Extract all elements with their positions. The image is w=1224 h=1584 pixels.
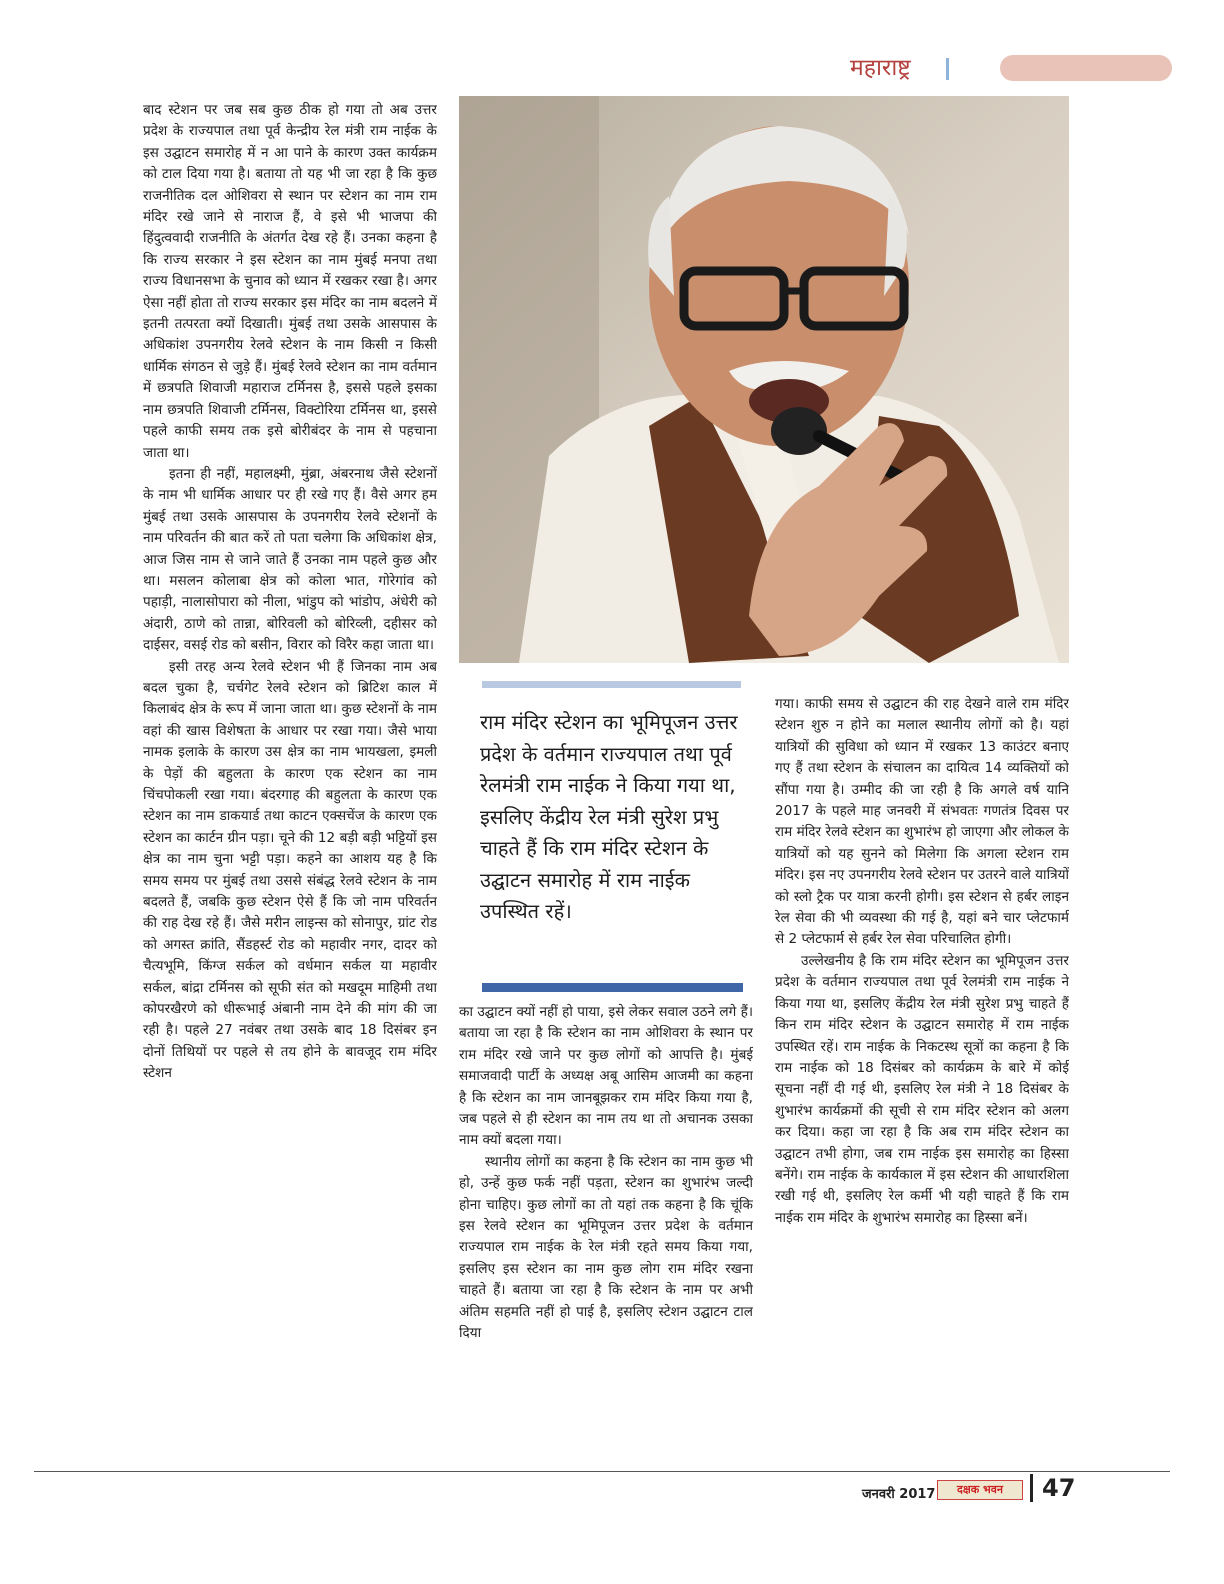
section-divider	[946, 58, 949, 80]
page-number: 47	[1042, 1474, 1076, 1502]
pullquote-top-bar	[482, 681, 741, 688]
paragraph: स्थानीय लोगों का कहना है कि स्टेशन का नाम कुछ भी हो, उन्हें कुछ फर्क नहीं पड़ता, स्टेशन का शुभारंभ जल्दी होना चाहिए। कुछ लोगों का तो यहां तक कहना है कि चूंकि इस रेलवे स्टेशन का भूमिपूजन उत्तर प्रदेश के वर्तमान राज्यपाल राम नाईक के रेल मंत्री रहते समय किया गया, इसलिए इस स्टेशन का नाम कुछ लोग राम मंदिर रखना चाहते हैं। बताया जा रहा है कि स्टेशन के नाम पर अभी अंतिम सहमति नहीं हो पाई है, इसलिए स्टेशन उद्घाटन टाल दिया	[459, 1153, 753, 1342]
pullquote-bottom-bar	[482, 983, 743, 992]
paragraph: उल्लेखनीय है कि राम मंदिर स्टेशन का भूमिपूजन उत्तर प्रदेश के वर्तमान राज्यपाल तथा पूर्व रेलमंत्री राम नाईक ने किया गया था, इसलिए केंद्रीय रेल मंत्री सुरेश प्रभु चाहते हैं किन राम मंदिर स्टेशन के उद्घाटन समारोह में राम नाईक उपस्थित रहें। राम नाईक के निकटस्थ सूत्रों का कहना है कि राम नाईक को 18 दिसंबर को कार्यक्रम के बारे में कोई सूचना नहीं दी गई थी, इसलिए रेल मंत्री ने 18 दिसंबर के शुभारंभ कार्यक्रमों की सूची से राम मंदिर स्टेशन को अलग कर दिया। कहा जा रहा है कि अब राम मंदिर स्टेशन का उद्घाटन तभी होगा, जब राम नाईक इस समारोह का हिस्सा बनेंगे। राम नाईक के कार्यकाल में इस स्टेशन की आधारशिला रखी गई थी, इसलिए रेल कर्मी भी यही चाहते हैं कि राम नाईक राम मंदिर के शुभारंभ समारोह का हिस्सा बनें।	[775, 952, 1069, 1226]
pullquote: राम मंदिर स्टेशन का भूमिपूजन उत्तर प्रदेश के वर्तमान राज्यपाल तथा पूर्व रेलमंत्री राम नाईक ने किया गया था, इसलिए केंद्रीय रेल मंत्री सुरेश प्रभु चाहते हैं कि राम मंदिर स्टेशन के उद्घाटन समारोह में राम नाईक उपस्थित रहें।	[480, 710, 738, 923]
speaker-photo-illustration	[459, 96, 1069, 663]
paragraph: बाद स्टेशन पर जब सब कुछ ठीक हो गया तो अब उत्तर प्रदेश के राज्यपाल तथा पूर्व केन्द्रीय रेल मंत्री राम नाईक के इस उद्घाटन समारोह में न आ पाने के कारण उक्त कार्यक्रम को टाल दिया गया है। बताया तो यह भी जा रहा है कि कुछ राजनीतिक दल ओशिवरा से स्थान पर स्टेशन का नाम राम मंदिर रखे जाने से नाराज हैं, वे इसे भी भाजपा की हिंदुत्ववादी राजनीति के अंतर्गत देख रहे हैं। उनका कहना है कि राज्य सरकार ने इस स्टेशन का नाम मुंबई मनपा तथा राज्य विधानसभा के चुनाव को ध्यान में रखकर रखा है। अगर ऐसा नहीं होता तो राज्य सरकार इस मंदिर का नाम बदलने में इतनी तत्परता क्यों दिखाती। मुंबई तथा उसके आसपास के अधिकांश उपनगरीय रेलवे स्टेशन के नाम किसी न किसी धार्मिक संगठन से जुड़े हैं। मुंबई रेलवे स्टेशन का नाम वर्तमान में छत्रपति शिवाजी महाराज टर्मिनस है, इससे पहले इसका नाम छत्रपति शिवाजी टर्मिनस, विक्टोरिया टर्मिनस था, इससे पहले काफी समय तक इसे बोरीबंदर के नाम से पहचाना जाता था।	[143, 102, 437, 461]
paragraph: गया। काफी समय से उद्घाटन की राह देखने वाले राम मंदिर स्टेशन शुरु न होने का मलाल स्थानीय लोगों को है। यहां यात्रियों की सुविधा को ध्यान में रखकर 13 काउंटर बनाए गए हैं तथा स्टेशन के संचालन का दायित्व 14 व्यक्तियों को सौंपा गया है। उम्मीद की जा रही है कि अगले वर्ष यानि 2017 के पहले माह जनवरी में संभवतः गणतंत्र दिवस पर राम मंदिर रेलवे स्टेशन का शुभारंभ हो जाएगा और लोकल के यात्रियों को यह सुनने को मिलेगा कि अगला स्टेशन राम मंदिर। इस नए उपनगरीय रेलवे स्टेशन पर उतरने वाले यात्रियों को स्लो ट्रैक पर यात्रा करनी होगी। इस स्टेशन से हर्बर लाइन रेल सेवा की भी व्यवस्था की गई है, यहां बने चार प्लेटफार्म से 2 प्लेटफार्म से हर्बर रेल सेवा परिचालित होगी।	[775, 696, 1069, 948]
footer-divider	[1030, 1474, 1033, 1502]
section-label: महाराष्ट्र	[850, 55, 911, 81]
article-column-3	[775, 694, 1069, 1462]
speaker-photo	[459, 96, 1069, 663]
paragraph: इसी तरह अन्य रेलवे स्टेशन भी हैं जिनका नाम अब बदल चुका है, चर्चगेट रेलवे स्टेशन को ब्रिटिश काल में किलाबंद क्षेत्र के रूप में जाना जाता था। कुछ स्टेशनों के नाम वहां की खास विशेषता के आधार पर रखा गया। जैसे भाया नामक इलाके के कारण उस क्षेत्र का नाम भायखला, इमली के पेड़ों की बहुलता के कारण एक स्टेशन का नाम चिंचपोकली रखा गया। बंदरगाह की बहुलता के कारण एक स्टेशन का नाम डाकयार्ड तथा काटन एक्सचेंज के कारण एक स्टेशन का कार्टन ग्रीन पड़ा। चूने की 12 बड़ी बड़ी भट्टियों इस क्षेत्र का नाम चुना भट्टी पड़ा। कहने का आशय यह है कि समय समय पर मुंबई तथा उससे संबंद्ध रेलवे स्टेशन के नाम बदलते हैं, जबकि कुछ स्टेशन ऐसे हैं कि जो नाम परिवर्तन की राह देख रहे हैं। जैसे मरीन लाइन्स को सोनापुर, ग्रांट रोड को अगस्त क्रांति, सैंडहर्स्ट रोड को महावीर नगर, दादर को चैत्यभूमि, किंग्ज सर्कल को वर्धमान सर्कल या महावीर सर्कल, बांद्रा टर्मिनस को सूफी संत को मखदूम माहिमी तथा कोपरखैरणे को धीरूभाई अंबानी नाम देने की मांग की जा रही है। पहले 27 नवंबर तथा उसके बाद 18 दिसंबर इन दोनों तिथियों पर पहले से तय होने के बावजूद राम मंदिर स्टेशन	[143, 658, 437, 1082]
paragraph: इतना ही नहीं, महालक्ष्मी, मुंब्रा, अंबरनाथ जैसे स्टेशनों के नाम भी धार्मिक आधार पर ही रखे गए हैं। वैसे अगर हम मुंबई तथा उसके आसपास के उपनगरीय रेलवे स्टेशनों के नाम परिवर्तन की बात करें तो पता चलेगा कि अधिकांश क्षेत्र, आज जिस नाम से जाने जाते हैं उनका नाम पहले कुछ और था। मसलन कोलाबा क्षेत्र को कोला भात, गोरेगांव को पहाड़ी, नालासोपारा को नीला, भांडुप को भांडोप, अंधेरी को अंदारी, ठाणे को तान्ना, बोरिवली को बोरिव्ली, दहीसर को दाईसर, वसई रोड को बसीन, विरार को विरैर कहा जाता था।	[143, 465, 437, 654]
paragraph: का उद्घाटन क्यों नहीं हो पाया, इसे लेकर सवाल उठने लगे हैं। बताया जा रहा है कि स्टेशन का नाम ओशिवरा के स्थान पर राम मंदिर रखे जाने पर कुछ लोगों को आपत्ति है। मुंबई समाजवादी पार्टी के अध्यक्ष अबू आसिम आजमी का कहना है कि स्टेशन का नाम जानबूझकर राम मंदिर किया गया है, जब पहले से ही स्टेशन का नाम तय था तो अचानक उसका नाम क्यों बदला गया।	[459, 1004, 753, 1149]
article-column-2	[459, 1002, 753, 1462]
article-column-1	[143, 100, 437, 1460]
section-decoration-pill	[1000, 55, 1172, 81]
magazine-logo: दक्षक भवन	[937, 1480, 1023, 1500]
footer-rule	[34, 1471, 1170, 1472]
issue-date: जनवरी 2017	[862, 1487, 936, 1502]
